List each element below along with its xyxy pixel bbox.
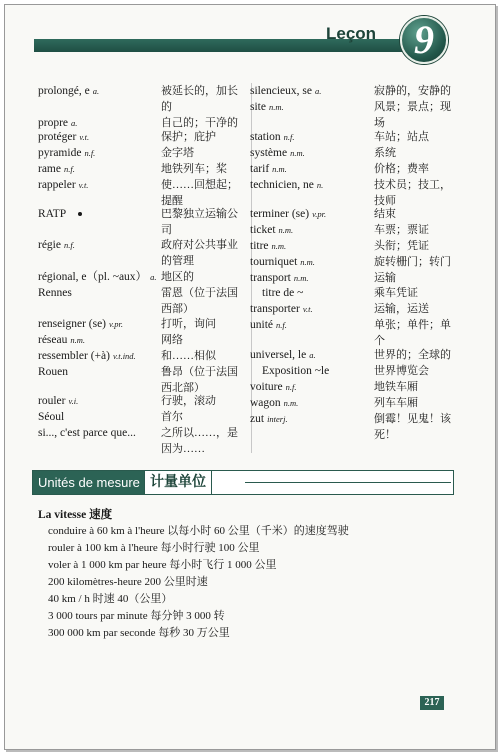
- left-entry-term: rappeler v.t.: [38, 179, 89, 191]
- right-entry-term: transporter v.t.: [250, 303, 313, 315]
- right-entry-term: station n.f.: [250, 131, 295, 143]
- right-entry-term: site n.m.: [250, 101, 284, 113]
- left-entry-translation: 使……回想起；提醒: [161, 179, 238, 207]
- right-entry-translation: 倒霉！见鬼！该死！: [374, 413, 451, 441]
- left-entry-translation: 之所以……，是因为……: [161, 427, 238, 455]
- left-entry-translation: 和……相似: [161, 350, 216, 362]
- left-entry-translation: 鲁昂（位于法国西北部）: [161, 366, 238, 394]
- right-entry-term: technicien, ne n.: [250, 179, 324, 191]
- right-entry-translation: 运输，运送: [374, 303, 429, 315]
- units-row: 200 kilomètres-heure 200 公里时速: [48, 576, 208, 588]
- right-entry-translation: 头衔；凭证: [374, 240, 429, 252]
- right-entry-term: Exposition ~le: [262, 365, 330, 377]
- right-entry-term: universel, le a.: [250, 349, 316, 361]
- left-entry-translation: 网络: [161, 334, 183, 346]
- left-entry-translation: 首尔: [161, 411, 183, 423]
- units-row: rouler à 100 km à l'heure 每小时行驶 100 公里: [48, 542, 260, 554]
- right-entry-translation: 世界博览会: [374, 365, 429, 377]
- left-entry-translation: 行驶，滚动: [161, 395, 216, 407]
- right-entry-translation: 旋转栅门；转门: [374, 256, 451, 268]
- right-entry-translation: 列车车厢: [374, 397, 418, 409]
- right-entry-term: voiture n.f.: [250, 381, 297, 393]
- units-heading-fr: Unités de mesure: [33, 471, 145, 494]
- left-entry-term: rouler v.i.: [38, 395, 79, 407]
- left-entry-term: ressembler (+à) v.t.ind.: [38, 350, 136, 362]
- lesson-number: 9: [414, 17, 434, 62]
- right-entry-translation: 风景；景点；现场: [374, 101, 451, 129]
- right-entry-translation: 系统: [374, 147, 396, 159]
- left-entry-translation: 被延长的，加长的: [161, 85, 238, 113]
- right-entry-term: transport n.m.: [250, 272, 309, 284]
- left-entry-term: si..., c'est parce que...: [38, 427, 136, 439]
- bullet-icon: [78, 212, 82, 216]
- page-number: 217: [420, 696, 444, 710]
- right-entry-term: wagon n.m.: [250, 397, 299, 409]
- right-entry-term: silencieux, se a.: [250, 85, 322, 97]
- units-subtitle: La vitesse 速度: [38, 509, 113, 521]
- units-row: conduire à 60 km à l'heure 以每小时 60 公里（千米）的速度驾驶: [48, 525, 349, 537]
- right-entry-translation: 运输: [374, 272, 396, 284]
- right-entry-term: titre de ~: [262, 287, 304, 299]
- left-entry-term: RATP: [38, 207, 82, 221]
- right-entry-translation: 单张；单件；单个: [374, 319, 451, 347]
- units-row: 300 000 km par seconde 每秒 30 万公里: [48, 627, 230, 639]
- left-entry-translation: 自己的；干净的: [161, 117, 238, 129]
- units-heading-band: [32, 470, 454, 495]
- left-entry-term: Rennes: [38, 287, 72, 299]
- lesson-label: Leçon: [326, 24, 377, 43]
- left-entry-translation: 雷恩（位于法国西部）: [161, 287, 238, 315]
- lesson-number-badge: [400, 16, 448, 64]
- left-entry-term: prolongé, e a.: [38, 85, 100, 97]
- right-entry-term: tourniquet n.m.: [250, 256, 315, 268]
- left-entry-term: pyramide n.f.: [38, 147, 96, 159]
- right-entry-translation: 价格；费率: [374, 163, 429, 175]
- right-entry-translation: 车票；票证: [374, 224, 429, 236]
- left-entry-translation: 地铁列车；桨: [161, 163, 227, 175]
- right-entry-translation: 地铁车厢: [374, 381, 418, 393]
- units-row: 40 km / h 时速 40（公里）: [48, 593, 173, 605]
- right-entry-translation: 结束: [374, 208, 396, 220]
- right-entry-term: titre n.m.: [250, 240, 287, 252]
- left-entry-term: réseau n.m.: [38, 334, 86, 346]
- left-entry-translation: 保护；庇护: [161, 131, 216, 143]
- left-entry-term: régie n.f.: [38, 239, 75, 251]
- units-heading-zh: 计量单位: [144, 470, 212, 495]
- units-row: 3 000 tours par minute 每分钟 3 000 转: [48, 610, 225, 622]
- right-entry-term: système n.m.: [250, 147, 305, 159]
- right-entry-term: ticket n.m.: [250, 224, 294, 236]
- units-row: voler à 1 000 km par heure 每小时飞行 1 000 公里: [48, 559, 277, 571]
- right-entry-term: unité n.f.: [250, 319, 287, 331]
- left-entry-term: protéger v.t.: [38, 131, 90, 143]
- left-entry-term: propre a.: [38, 117, 78, 129]
- left-entry-translation: 地区的: [161, 271, 194, 283]
- right-entry-translation: 技术员；技工，技师: [374, 179, 451, 207]
- right-entry-term: terminer (se) v.pr.: [250, 208, 327, 220]
- left-entry-term: régional, e（pl. ~aux） a.: [38, 271, 157, 283]
- left-entry-translation: 打听，询问: [161, 318, 216, 330]
- left-entry-term: rame n.f.: [38, 163, 75, 175]
- left-entry-translation: 巴黎独立运输公司: [161, 208, 238, 236]
- right-entry-term: tarif n.m.: [250, 163, 287, 175]
- right-entry-term: zut interj.: [250, 413, 288, 425]
- left-entry-translation: 政府对公共事业的管理: [161, 239, 238, 267]
- left-entry-term: Rouen: [38, 366, 69, 378]
- right-entry-translation: 寂静的，安静的: [374, 85, 451, 97]
- right-entry-translation: 车站；站点: [374, 131, 429, 143]
- right-entry-translation: 乘车凭证: [374, 287, 418, 299]
- units-heading-rule: [245, 482, 451, 483]
- right-entry-translation: 世界的；全球的: [374, 349, 451, 361]
- left-entry-term: renseigner (se) v.pr.: [38, 318, 124, 330]
- left-entry-translation: 金字塔: [161, 147, 194, 159]
- left-entry-term: Séoul: [38, 411, 65, 423]
